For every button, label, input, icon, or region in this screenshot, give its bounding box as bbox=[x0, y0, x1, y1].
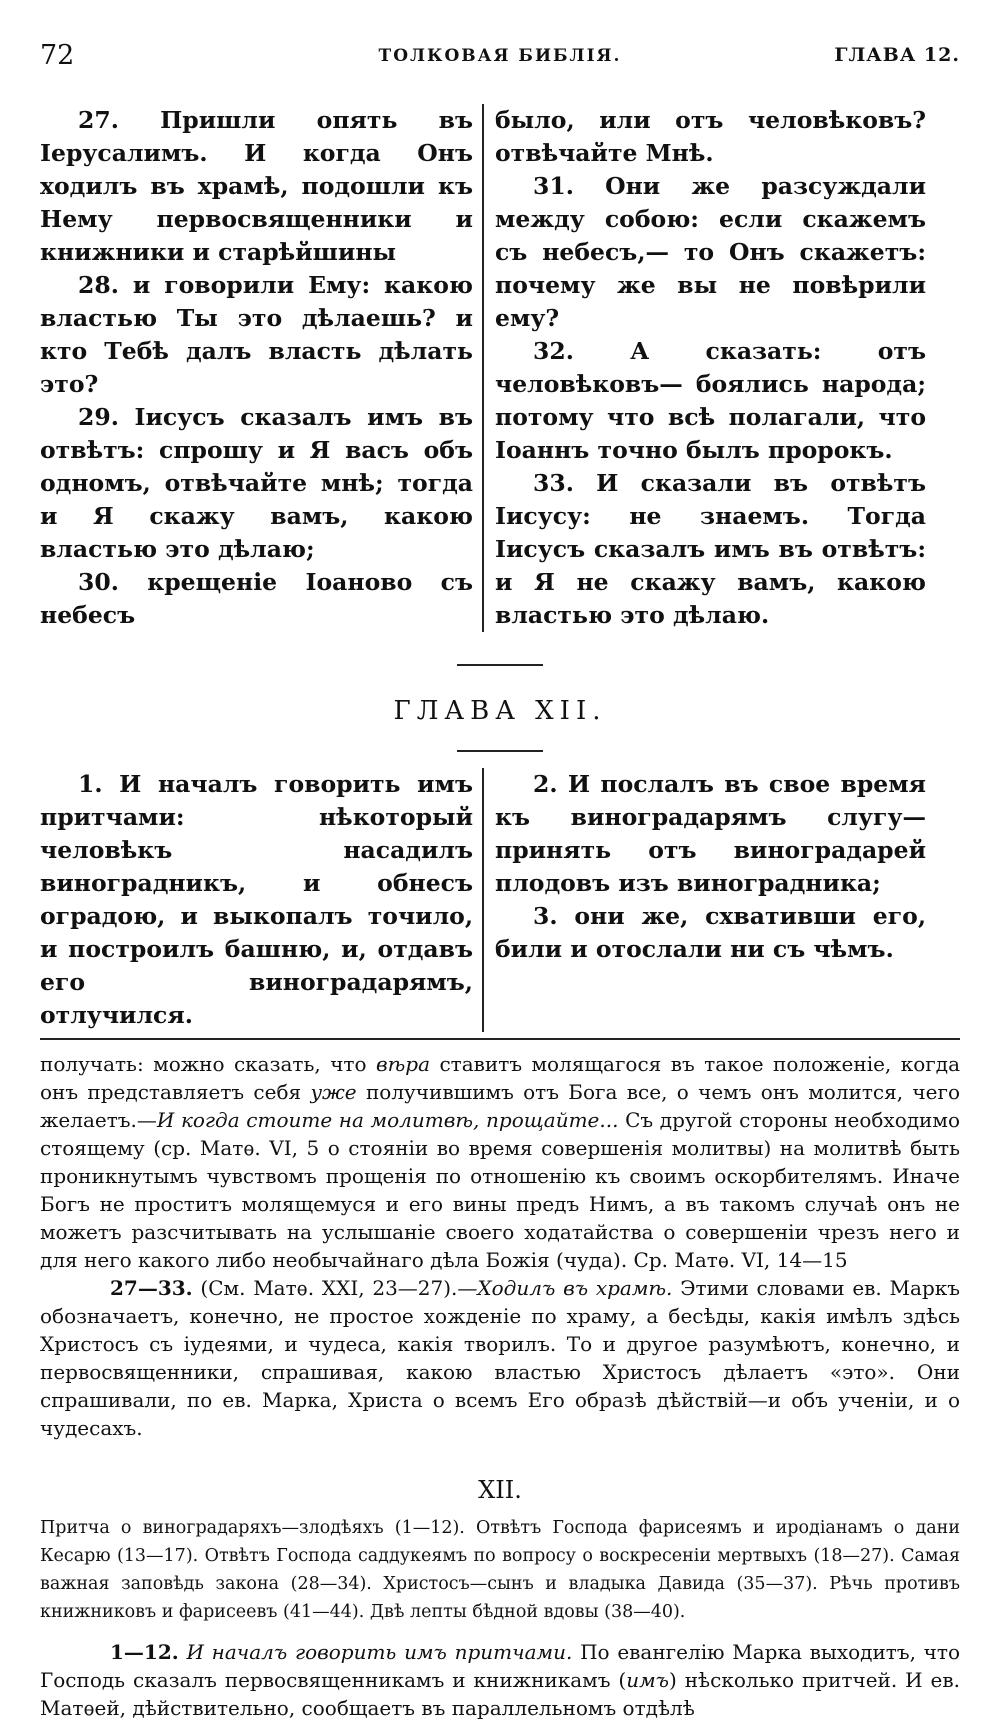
page-number: 72 bbox=[40, 40, 75, 71]
text-run: получать: можно сказать, что bbox=[40, 1052, 376, 1076]
text-run: ставитъ молящагося въ такое положеніе, когда онъ представляетъ себя bbox=[40, 1052, 961, 1104]
text-run: (См. Матѳ. XXI, 23—27).— bbox=[192, 1276, 478, 1300]
verse-range-ref: 1—12. bbox=[110, 1640, 179, 1664]
text-run: Съ другой стороны необходимо стоящему (ср. Матѳ. VI, 5 о стояніи во время совершенія молитвы) на молитвѣ быть проникнутымъ чувствомъ прощенія по отношенію къ своимъ оскорбителямъ. Иначе Богъ не проститъ молящемуся и его вины предъ Нимъ, а въ такомъ случаѣ онъ не можетъ разсчитывать на услышаніе своего ходатайства о совершеніи чрезъ него и для него какого либо необычайнаго дѣла Божія (чуда). Ср. Матѳ. VI, 14—15 bbox=[40, 1108, 960, 1272]
commentary-paragraph bbox=[40, 1050, 960, 1274]
verse-31: 31. Они же разсуждали между собою: если скажемъ съ небесъ,— то Онъ скажетъ: почему же вы не повѣрили ему? bbox=[495, 172, 926, 332]
section-heading: XII. bbox=[478, 1476, 522, 1504]
italic-run: И началъ говорить имъ притчами. bbox=[186, 1640, 573, 1664]
verse-32: 32. А сказать: отъ человѣковъ— боялись народа; потому что всѣ полагали, что Іоаннъ точно былъ пророкъ. bbox=[495, 337, 926, 464]
commentary-paragraph-27-33 bbox=[40, 1274, 960, 1442]
verse-27: 27. Пришли опять въ Іерусалимъ. И когда Онъ ходилъ въ храмѣ, подошли къ Нему первосвященники и книжники и старѣйшины bbox=[40, 106, 473, 266]
chapter-reference: ГЛАВА 12. bbox=[834, 44, 960, 66]
verse-range-ref: 27—33. bbox=[110, 1276, 193, 1300]
text-run: ) нѣсколько притчей. И ев. Матѳей, дѣйствительно, сообщаетъ въ параллельномъ отдѣлѣ bbox=[40, 1668, 960, 1720]
left-column bbox=[40, 768, 482, 1032]
right-column bbox=[484, 104, 926, 632]
verse-1: 1. И началъ говорить имъ притчами: нѣкоторый человѣкъ насадилъ виноградникъ, и обнесъ оградою, и выкопалъ точило, и построилъ башню, и, отдавъ его виноградарямъ, отлучился. bbox=[40, 770, 473, 1029]
text-run: По евангелію Марка выходитъ, что Господь сказалъ первосвященникамъ и книжникамъ ( bbox=[40, 1640, 961, 1692]
separator-rule-lower bbox=[457, 750, 543, 752]
page-header bbox=[40, 40, 960, 80]
italic-run: И когда стоите на молитвѣ, прощайте... bbox=[156, 1108, 619, 1132]
italic-run: Ходилъ въ храмѣ. bbox=[477, 1276, 673, 1300]
commentary-paragraph-1-12 bbox=[40, 1638, 960, 1722]
separator-rule bbox=[457, 664, 543, 666]
text-run bbox=[179, 1640, 187, 1664]
chapter-title: ГЛАВА XII. bbox=[393, 696, 607, 726]
verse-33: 33. И сказали въ отвѣтъ Іисусу: не знаемъ. Тогда Іисусъ сказалъ имъ въ отвѣтъ: и Я не скажу вамъ, какою властью это дѣлаю. bbox=[495, 469, 926, 629]
text-run: Этими словами ев. Маркъ обозначаетъ, конечно, не простое хожденіе по храму, а бесѣды, какія имѣлъ здѣсь Христосъ съ іудеями, и чудеса, какія творилъ. То и другое разумѣютъ, конечно, и первосвященники, спрашивая, какою властью Христосъ дѣлаетъ «это». Они спрашивали, по ев. Марка, Христа о всемъ Его образѣ дѣйствій—и объ ученіи, и о чудесахъ. bbox=[40, 1276, 960, 1440]
chapter-summary: Притча о виноградаряхъ—злодѣяхъ (1—12). Отвѣтъ Господа фарисеямъ и иродіанамъ о дани Кесарю (13—17). Отвѣтъ Господа саддукеямъ по вопросу о воскресеніи мертвыхъ (18—27). Самая важная заповѣдь закона (28—34). Христосъ—сынъ и владыка Давида (35—37). Рѣчь противъ книжниковъ и фарисеевъ (41—44). Двѣ лепты бѣдной вдовы (38—40). bbox=[40, 1518, 960, 1622]
verse-30-continued: было, или отъ человѣковъ? отвѣчайте Мнѣ. bbox=[495, 106, 926, 167]
text-run: получившимъ отъ Бога все, о чемъ онъ молится, чего желаетъ.— bbox=[40, 1080, 960, 1132]
verse-2: 2. И послалъ въ свое время къ виноградарямъ слугу—принять отъ виноградарей плодовъ изъ виноградника; bbox=[495, 770, 926, 897]
verses-chapter-11-end bbox=[40, 104, 960, 632]
italic-run: вѣра bbox=[376, 1052, 431, 1076]
verses-chapter-12-start bbox=[40, 768, 960, 1032]
verse-30: 30. крещеніе Іоаново съ небесъ bbox=[40, 568, 473, 629]
right-column bbox=[484, 768, 926, 1032]
running-title: ТОЛКОВАЯ БИБЛІЯ. bbox=[378, 46, 622, 66]
italic-run: имъ bbox=[626, 1668, 669, 1692]
horizontal-rule bbox=[40, 1038, 960, 1040]
left-column bbox=[40, 104, 482, 632]
verse-28: 28. и говорили Ему: какою властью Ты это дѣлаешь? и кто Тебѣ далъ власть дѣлать это? bbox=[40, 271, 473, 398]
verse-29: 29. Іисусъ сказалъ имъ въ отвѣтъ: спрошу и Я васъ объ одномъ, отвѣчайте мнѣ; тогда и Я скажу вамъ, какою властью это дѣлаю; bbox=[40, 403, 473, 563]
italic-run: уже bbox=[310, 1080, 357, 1104]
verse-3: 3. они же, схвативши его, били и отослали ни съ чѣмъ. bbox=[495, 902, 926, 963]
